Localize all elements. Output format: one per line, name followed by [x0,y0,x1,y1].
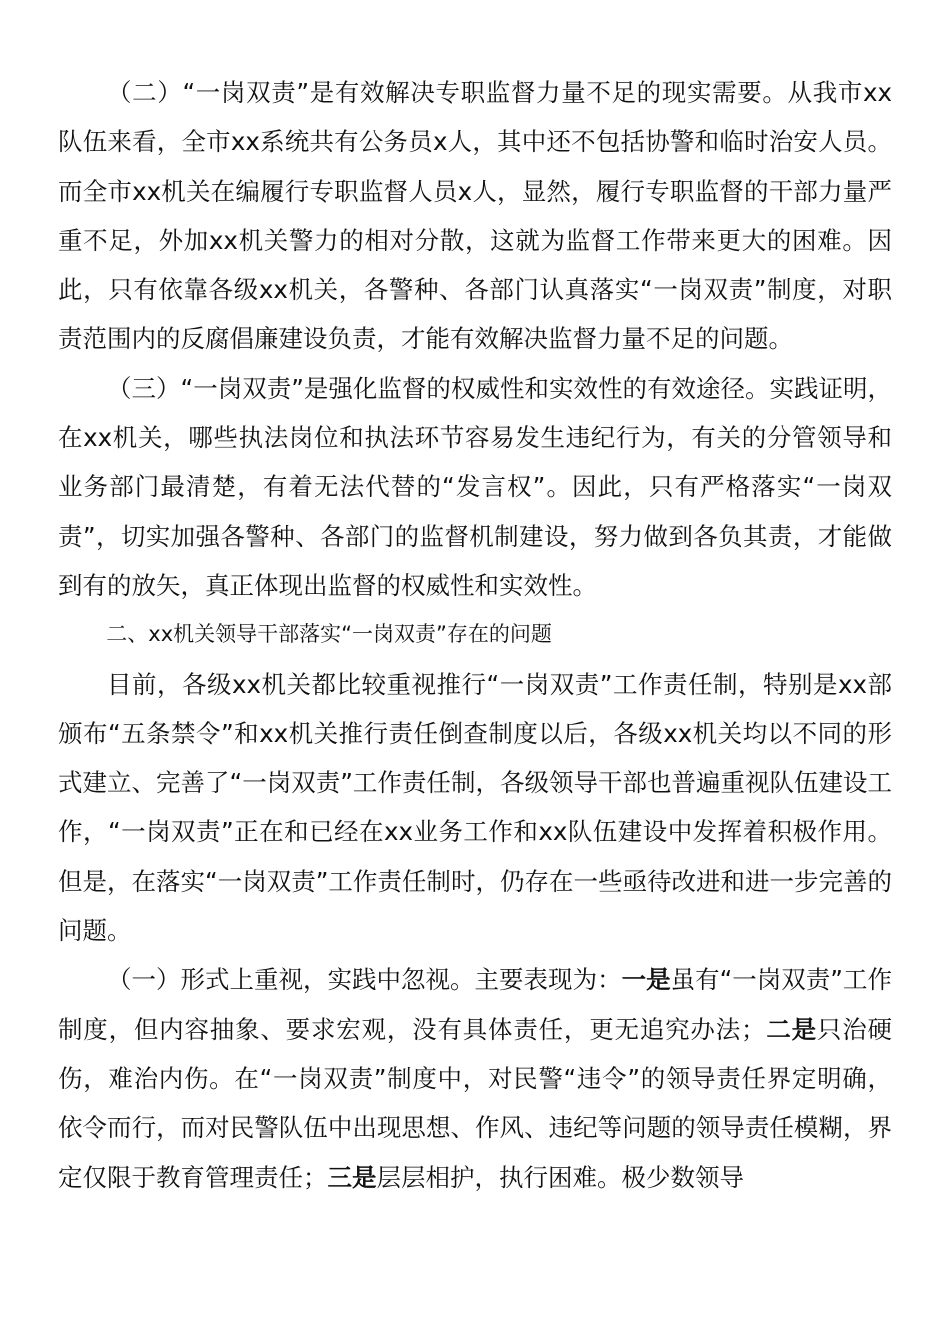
problem-1-text-b: 虽有“一岗双责”工作制度，但内容抽象、要求宏观，没有具体责任，更无追究办法； [58,965,893,1044]
point-three-label: 三是 [327,1162,377,1192]
problem-1-text-a: （一）形式上重视，实践中忽视。主要表现为： [107,965,622,995]
document-page [58,68,892,1202]
paragraph-intro-problems: 目前，各级xx机关都比较重视推行“一岗双责”工作责任制，特别是xx部颁布“五条禁令”和xx机关推行责任倒查制度以后，各级xx机关均以不同的形式建立、完善了“一岗双责”工作责任制，各级领导干部也普遍重视队伍建设工作，“一岗双责”正在和已经在xx业务工作和xx队伍建设中发挥着积极作用。但是，在落实“一岗双责”工作责任制时，仍存在一些亟待改进和进一步完善的问题。 [58,669,892,946]
point-one-label: 一是 [621,965,671,995]
paragraph-section-2: （二）“一岗双责”是有效解决专职监督力量不足的现实需要。从我市xx队伍来看，全市xx系统共有公务员x人，其中还不包括协警和临时治安人员。而全市xx机关在编履行专职监督人员x人，显然，履行专职监督的干部力量严重不足，外加xx机关警力的相对分散，这就为监督工作带来更大的困难。因此，只有依靠各级xx机关，各警种、各部门认真落实“一岗双责”制度，对职责范围内的反腐倡廉建设负责，才能有效解决监督力量不足的问题。 [58,78,892,354]
problem-1-text-d: 层层相护，执行困难。极少数领导 [376,1162,744,1192]
problem-1-text-c: 只治硬伤，难治内伤。在“一岗双责”制度中，对民警“违令”的领导责任界定明确，依令而行，而对民警队伍中出现思想、作风、违纪等问题的领导责任模糊，界定仅限于教育管理责任； [58,1014,892,1192]
paragraph-problem-1 [58,955,892,1201]
point-two-label: 二是 [765,1014,817,1044]
paragraph-section-3: （三）“一岗双责”是强化监督的权威性和实效性的有效途径。实践证明，在xx机关，哪些执法岗位和执法环节容易发生违纪行为，有关的分管领导和业务部门最清楚，有着无法代替的“发言权”。因此，只有严格落实“一岗双责”，切实加强各警种、各部门的监督机制建设，努力做到各负其责，才能做到有的放矢，真正体现出监督的权威性和实效性。 [58,373,892,600]
section-heading-2: 二、xx机关领导干部落实“一岗双责”存在的问题 [106,622,552,647]
